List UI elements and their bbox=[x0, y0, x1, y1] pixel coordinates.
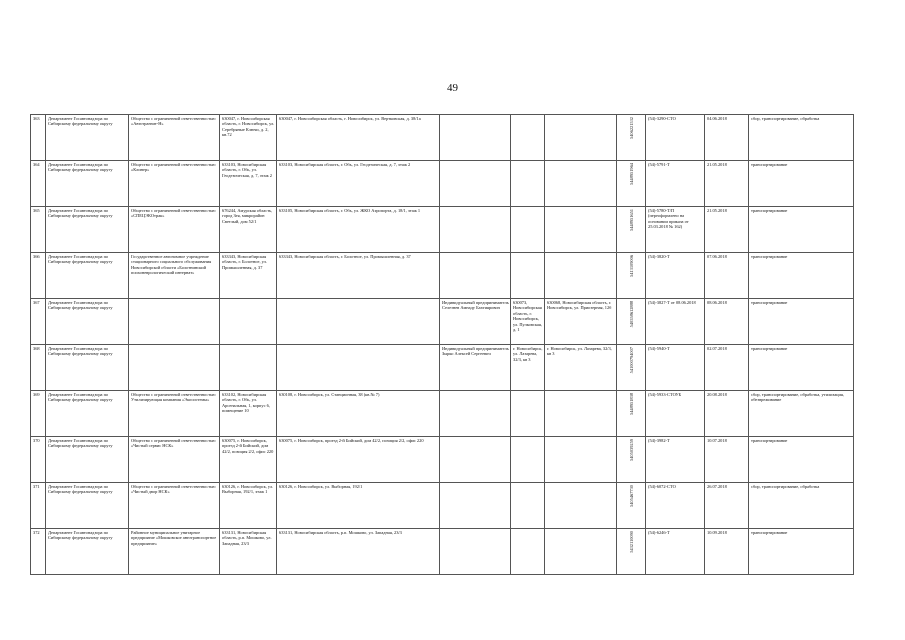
legal-address: 633131, Новосибирская область, р.п. Мошково, ул. Западная, 23/3 bbox=[220, 529, 277, 575]
legal-address: 633102, Новосибирская область, г. Обь, ул. Арсенальная, 1, корпус 6, помещение 10 bbox=[220, 391, 277, 437]
entrepreneur-activity-address bbox=[545, 529, 617, 575]
tax-id-text: 5406221532 bbox=[628, 117, 634, 139]
table-row bbox=[31, 161, 854, 207]
table-row bbox=[31, 115, 854, 161]
tax-id-text: 5405039259 bbox=[628, 439, 634, 461]
entrepreneur-activity-address: 630068, Новосибирская область, г. Новосибирск, ул. Приозерная, 12б bbox=[545, 299, 617, 345]
activity-types: транспортирование bbox=[749, 299, 854, 345]
issuing-authority: Департамент Госавтонадзора по Сибирскому федеральному округу bbox=[46, 253, 129, 299]
tax-id-text: 540558612888 bbox=[628, 301, 634, 328]
tax-id-text: 5448951964 bbox=[628, 163, 634, 185]
legal-address: 633103, Новосибирская область, г. Обь, ул. Геодезическая, д. 7, этаж 2 bbox=[220, 161, 277, 207]
entrepreneur-registered-address bbox=[511, 391, 545, 437]
activity-types: транспортирование bbox=[749, 207, 854, 253]
issuing-authority: Департамент Госавтонадзора по Сибирскому федеральному округу bbox=[46, 207, 129, 253]
tax-id-text: 5413109006 bbox=[628, 255, 634, 277]
entrepreneur-activity-address bbox=[545, 437, 617, 483]
legal-address bbox=[220, 299, 277, 345]
table-row bbox=[31, 345, 854, 391]
table-row bbox=[31, 529, 854, 575]
license-number: (54)-3820-Т bbox=[646, 253, 705, 299]
entrepreneur-name: Индивидуальный предприниматель Селезнев Амнаду Бахтиярович bbox=[440, 299, 511, 345]
legal-address: 633343, Новосибирская область, г. Болотное, ул. Промышленная, д. 37 bbox=[220, 253, 277, 299]
license-date: 21.05.2018 bbox=[705, 161, 749, 207]
entrepreneur-registered-address bbox=[511, 253, 545, 299]
entrepreneur-name: Индивидуальный предприниматель Зырко Алексей Сергеевич bbox=[440, 345, 511, 391]
page-number: 49 bbox=[447, 82, 458, 94]
tax-id bbox=[617, 161, 646, 207]
license-date: 02.07.2018 bbox=[705, 345, 749, 391]
row-number: 365 bbox=[31, 207, 46, 253]
table-row bbox=[31, 483, 854, 529]
entrepreneur-activity-address bbox=[545, 483, 617, 529]
row-number: 367 bbox=[31, 299, 46, 345]
license-date: 26.07.2018 bbox=[705, 483, 749, 529]
tax-id bbox=[617, 529, 646, 575]
license-number: (54)-3290-СТО bbox=[646, 115, 705, 161]
entrepreneur-name bbox=[440, 253, 511, 299]
issuing-authority: Департамент Госавтонадзора по Сибирскому федеральному округу bbox=[46, 161, 129, 207]
entrepreneur-name bbox=[440, 483, 511, 529]
issuing-authority: Департамент Госавтонадзора по Сибирскому федеральному округу bbox=[46, 437, 129, 483]
activity-types: транспортирование bbox=[749, 345, 854, 391]
row-number: 363 bbox=[31, 115, 46, 161]
legal-address: 676244, Амурская область, город Зея, микрорайон Светлый, дом 52/1 bbox=[220, 207, 277, 253]
table-row bbox=[31, 391, 854, 437]
entrepreneur-registered-address: 630073, Новосибирская область, г. Новосибирск, ул. Пулковская, д. 1 bbox=[511, 299, 545, 345]
tax-id bbox=[617, 253, 646, 299]
activity-address: 633103, Новосибирская область, г. Обь, ул. Геодезическая, д. 7, этаж 2 bbox=[277, 161, 440, 207]
license-date: 10.09.2018 bbox=[705, 529, 749, 575]
license-date: 21.05.2018 bbox=[705, 207, 749, 253]
issuing-authority: Департамент Госавтонадзора по Сибирскому федеральному округу bbox=[46, 529, 129, 575]
tax-id bbox=[617, 483, 646, 529]
activity-address: 630126, г. Новосибирск, ул. Выборная, 192/1 bbox=[277, 483, 440, 529]
organization-name: Районное муниципальное унитарное предприятие «Мошковское автотранспортное предприятие» bbox=[129, 529, 220, 575]
license-number: (54)-5791-Т bbox=[646, 161, 705, 207]
legal-address: 630075, г. Новосибирск, проезд 2-й Бийский, дом 42/2, позиция 2/2, офис 220 bbox=[220, 437, 277, 483]
entrepreneur-name bbox=[440, 161, 511, 207]
tax-id bbox=[617, 391, 646, 437]
activity-address: 633131, Новосибирская область, р.п. Мошково, ул. Западная, 23/3 bbox=[277, 529, 440, 575]
activity-address: 630108, г. Новосибирск, ул. Станционная, 38 (кв.№ 7) bbox=[277, 391, 440, 437]
entrepreneur-registered-address bbox=[511, 529, 545, 575]
license-number: (54)-5940-Т bbox=[646, 345, 705, 391]
row-number: 366 bbox=[31, 253, 46, 299]
organization-name: Общество с ограниченной ответственностью Утилизирующая компания «Экосистемы» bbox=[129, 391, 220, 437]
activity-types: сбор, транспортирование, обработка bbox=[749, 483, 854, 529]
license-date: 10.07.2018 bbox=[705, 437, 749, 483]
entrepreneur-registered-address bbox=[511, 437, 545, 483]
entrepreneur-registered-address: г. Новосибирск, ул. Лазарева, 32/3, кв 3 bbox=[511, 345, 545, 391]
row-number: 372 bbox=[31, 529, 46, 575]
tax-id-text: 5448951838 bbox=[628, 393, 634, 415]
tax-id bbox=[617, 207, 646, 253]
row-number: 369 bbox=[31, 391, 46, 437]
activity-address: 630047, г. Новосибирская область, г. Новосибирск, ул. Вертковская, д. 38/1а bbox=[277, 115, 440, 161]
issuing-authority: Департамент Госавтонадзора по Сибирскому федеральному округу bbox=[46, 391, 129, 437]
tax-id-text: 5448951651 bbox=[628, 209, 634, 231]
license-date: 04.06.2018 bbox=[705, 115, 749, 161]
entrepreneur-activity-address bbox=[545, 391, 617, 437]
organization-name: Государственное автономное учреждение стационарного социального обслуживания Новосибирской области «Болотнинский психоневрологический интернат» bbox=[129, 253, 220, 299]
entrepreneur-activity-address bbox=[545, 253, 617, 299]
entrepreneur-registered-address bbox=[511, 115, 545, 161]
organization-name: Общество с ограниченной ответственностью «Автотранзит-Н» bbox=[129, 115, 220, 161]
license-date: 07.06.2018 bbox=[705, 253, 749, 299]
entrepreneur-activity-address bbox=[545, 161, 617, 207]
entrepreneur-name bbox=[440, 115, 511, 161]
issuing-authority: Департамент Госавтонадзора по Сибирскому федеральному округу bbox=[46, 483, 129, 529]
license-date: 20.08.2018 bbox=[705, 391, 749, 437]
issuing-authority: Департамент Госавтонадзора по Сибирскому федеральному округу bbox=[46, 115, 129, 161]
organization-name: Общество с ограниченной ответственностью «Чистый двор НСК» bbox=[129, 483, 220, 529]
tax-id bbox=[617, 299, 646, 345]
license-number: (54)-5933-СТОУБ bbox=[646, 391, 705, 437]
activity-types: сбор, транспортирование, обработка bbox=[749, 115, 854, 161]
row-number: 364 bbox=[31, 161, 46, 207]
license-number: (54)-6246-Т bbox=[646, 529, 705, 575]
license-number: (54)-5780-Т/П (переоформлено на основании приказа от 25.03.2018 № 162) bbox=[646, 207, 705, 253]
tax-id bbox=[617, 437, 646, 483]
entrepreneur-name bbox=[440, 207, 511, 253]
entrepreneur-registered-address bbox=[511, 161, 545, 207]
tax-id-text: 5432110090 bbox=[628, 531, 634, 553]
organization-name: Общество с ограниченной ответственностью «СПЕЦЭКОтрак» bbox=[129, 207, 220, 253]
row-number: 368 bbox=[31, 345, 46, 391]
activity-address: 630075, г. Новосибирск, проезд 2-й Бийский, дом 42/2, позиция 2/2, офис 220 bbox=[277, 437, 440, 483]
activity-address bbox=[277, 299, 440, 345]
license-number: (54)-3982-Т bbox=[646, 437, 705, 483]
entrepreneur-activity-address bbox=[545, 207, 617, 253]
license-registry-table bbox=[30, 114, 854, 575]
activity-types: транспортирование bbox=[749, 437, 854, 483]
legal-address bbox=[220, 345, 277, 391]
organization-name bbox=[129, 299, 220, 345]
license-date: 08.06.2018 bbox=[705, 299, 749, 345]
entrepreneur-registered-address bbox=[511, 207, 545, 253]
tax-id-text: 5405467730 bbox=[628, 485, 634, 507]
row-number: 370 bbox=[31, 437, 46, 483]
activity-address: 633343, Новосибирская область, г. Болотное, ул. Промышленная, д. 37 bbox=[277, 253, 440, 299]
activity-types: транспортирование bbox=[749, 161, 854, 207]
entrepreneur-name bbox=[440, 391, 511, 437]
license-number: (54)-6072-СТО bbox=[646, 483, 705, 529]
table-row bbox=[31, 437, 854, 483]
organization-name: Общество с ограниченной ответственностью «Клинер» bbox=[129, 161, 220, 207]
entrepreneur-activity-address bbox=[545, 115, 617, 161]
legal-address: 630126, г. Новосибирск, ул. Выборная, 192/1, этаж 1 bbox=[220, 483, 277, 529]
entrepreneur-activity-address: г. Новосибирск, ул. Лазарева, 32/3, кв 3 bbox=[545, 345, 617, 391]
activity-types: транспортирование bbox=[749, 529, 854, 575]
activity-address: 633105, Новосибирская область, г. Обь, ул. ЖКО Аэропорта, д. 18/1, этаж 1 bbox=[277, 207, 440, 253]
activity-types: сбор, транспортирование, обработка, утилизация, обезвреживание bbox=[749, 391, 854, 437]
tax-id bbox=[617, 345, 646, 391]
issuing-authority: Департамент Госавтонадзора по Сибирскому федеральному округу bbox=[46, 299, 129, 345]
legal-address: 630047, г. Новосибирская область, г. Новосибирск, ул. Серебряные Ключи, д. 2, кв.72 bbox=[220, 115, 277, 161]
entrepreneur-name bbox=[440, 529, 511, 575]
organization-name: Общество с ограниченной ответственностью «Чистый сервис НСК» bbox=[129, 437, 220, 483]
tax-id bbox=[617, 115, 646, 161]
activity-address bbox=[277, 345, 440, 391]
entrepreneur-name bbox=[440, 437, 511, 483]
license-number: (54)-3827-Т от 08.06.2018 bbox=[646, 299, 705, 345]
table-row bbox=[31, 253, 854, 299]
activity-types: транспортирование bbox=[749, 253, 854, 299]
organization-name bbox=[129, 345, 220, 391]
row-number: 371 bbox=[31, 483, 46, 529]
tax-id-text: 541000794007 bbox=[628, 347, 634, 374]
entrepreneur-registered-address bbox=[511, 483, 545, 529]
table-row bbox=[31, 299, 854, 345]
issuing-authority: Департамент Госавтонадзора по Сибирскому федеральному округу bbox=[46, 345, 129, 391]
table-row bbox=[31, 207, 854, 253]
